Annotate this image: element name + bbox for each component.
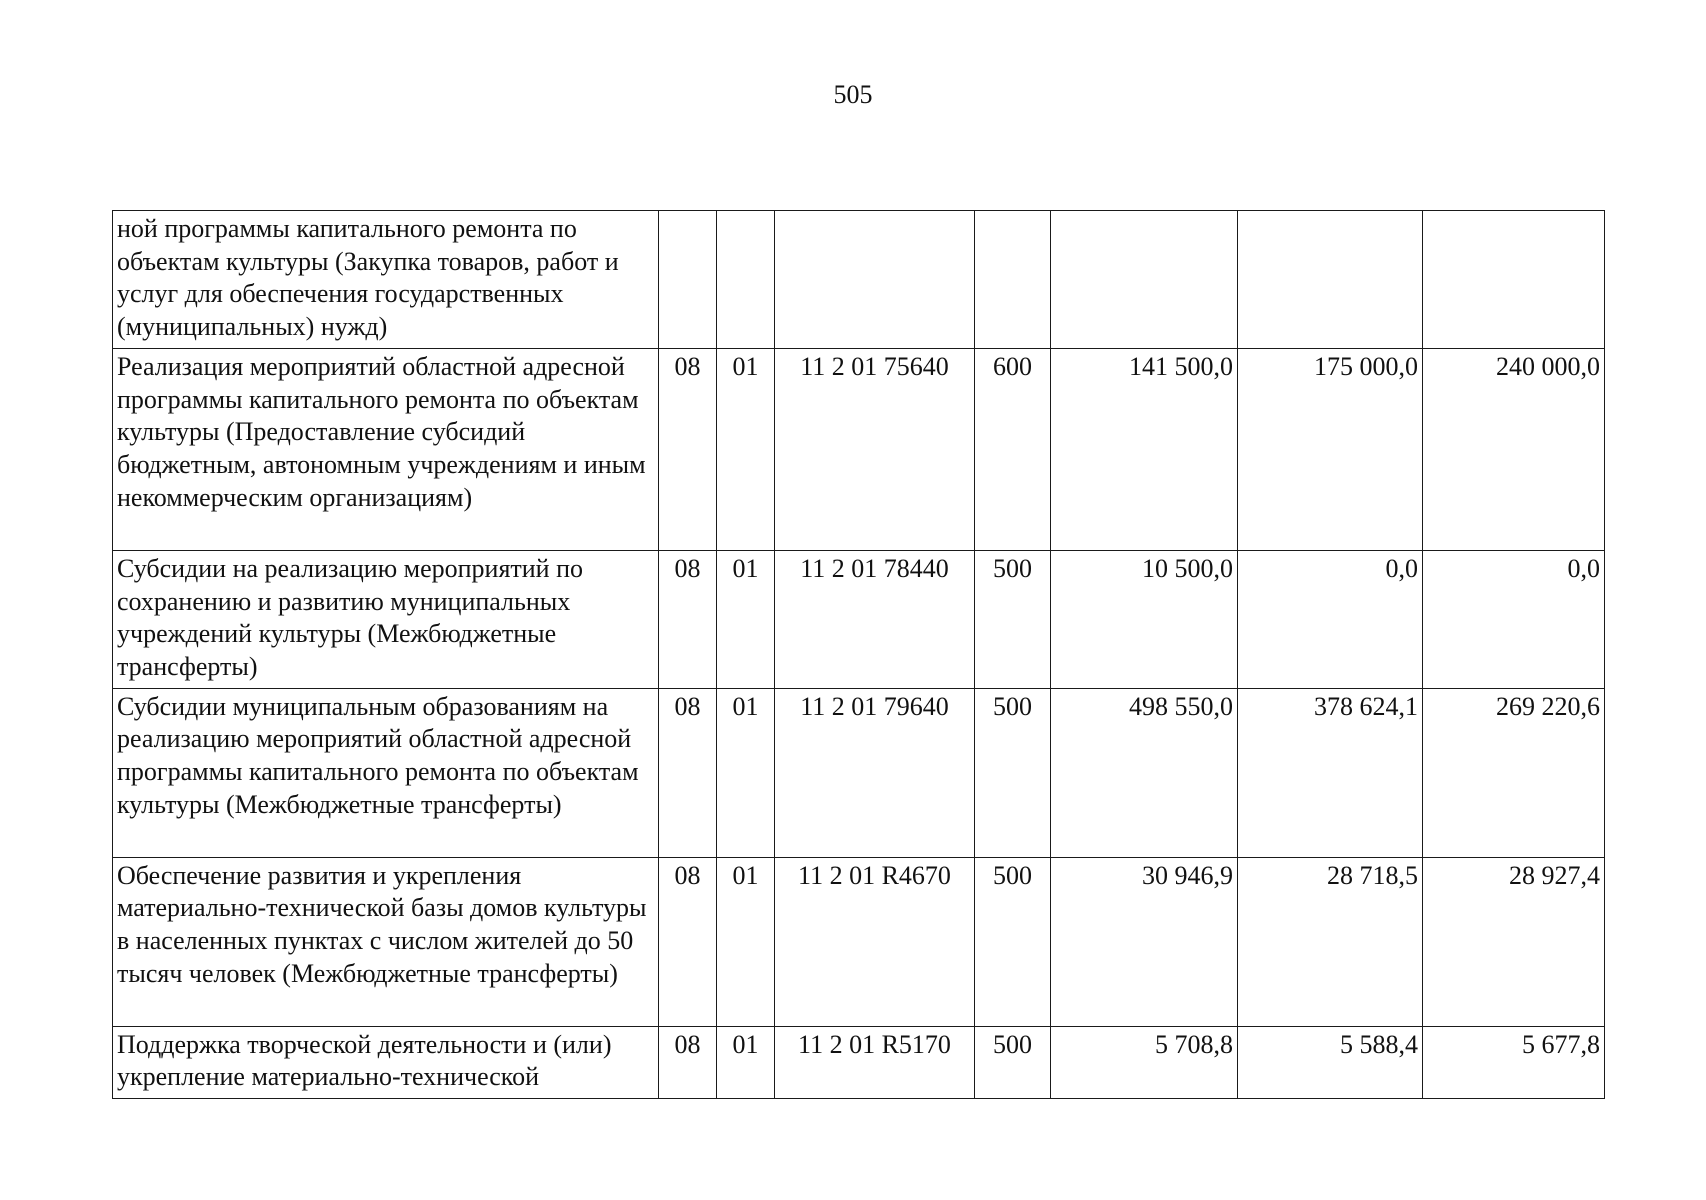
amount-year1-cell: 30 946,9 (1051, 857, 1238, 1026)
amount-year2-cell: 5 588,4 (1238, 1026, 1423, 1098)
amount-year3-cell (1423, 211, 1605, 349)
table-row (113, 857, 1605, 1026)
target-article-cell: 11 2 01 79640 (775, 688, 975, 857)
target-article-cell: 11 2 01 R4670 (775, 857, 975, 1026)
amount-year1-cell (1051, 211, 1238, 349)
expense-type-cell: 500 (975, 550, 1051, 688)
amount-year2-cell: 0,0 (1238, 550, 1423, 688)
page-number: 505 (833, 80, 873, 109)
subsection-code-cell: 01 (717, 857, 775, 1026)
amount-year2-cell: 378 624,1 (1238, 688, 1423, 857)
section-code-cell: 08 (659, 550, 717, 688)
section-code-cell: 08 (659, 348, 717, 550)
amount-year3-cell: 240 000,0 (1423, 348, 1605, 550)
amount-year1-cell: 498 550,0 (1051, 688, 1238, 857)
amount-year3-cell: 28 927,4 (1423, 857, 1605, 1026)
table-row (113, 1026, 1605, 1098)
subsection-code-cell: 01 (717, 348, 775, 550)
section-code-cell: 08 (659, 857, 717, 1026)
table-row (113, 211, 1605, 349)
row-name-cell: ной программы капитального ремонта по объектам культуры (Закупка товаров, работ и услуг для обеспечения государственных (муниципальных) нужд) (113, 211, 659, 349)
target-article-cell: 11 2 01 78440 (775, 550, 975, 688)
amount-year1-cell: 5 708,8 (1051, 1026, 1238, 1098)
expense-type-cell: 500 (975, 1026, 1051, 1098)
target-article-cell (775, 211, 975, 349)
table-row (113, 688, 1605, 857)
subsection-code-cell: 01 (717, 550, 775, 688)
amount-year2-cell: 175 000,0 (1238, 348, 1423, 550)
row-name-cell: Субсидии на реализацию мероприятий по сохранению и развитию муниципальных учреждений культуры (Межбюджетные трансферты) (113, 550, 659, 688)
target-article-cell: 11 2 01 75640 (775, 348, 975, 550)
amount-year2-cell: 28 718,5 (1238, 857, 1423, 1026)
subsection-code-cell: 01 (717, 688, 775, 857)
amount-year1-cell: 141 500,0 (1051, 348, 1238, 550)
amount-year2-cell (1238, 211, 1423, 349)
row-name-cell: Реализация мероприятий областной адресной программы капитального ремонта по объектам культуры (Предоставление субсидий бюджетным, автономным учреждениям и иным некоммерческим организациям) (113, 348, 659, 550)
row-name-cell: Поддержка творческой деятельности и (или) укрепление материально-технической (113, 1026, 659, 1098)
target-article-cell: 11 2 01 R5170 (775, 1026, 975, 1098)
section-code-cell (659, 211, 717, 349)
subsection-code-cell (717, 211, 775, 349)
expense-type-cell: 500 (975, 688, 1051, 857)
table-row (113, 550, 1605, 688)
table-row (113, 348, 1605, 550)
amount-year1-cell: 10 500,0 (1051, 550, 1238, 688)
expense-type-cell: 600 (975, 348, 1051, 550)
amount-year3-cell: 5 677,8 (1423, 1026, 1605, 1098)
section-code-cell: 08 (659, 688, 717, 857)
section-code-cell: 08 (659, 1026, 717, 1098)
expense-type-cell (975, 211, 1051, 349)
row-name-cell: Субсидии муниципальным образованиям на реализацию мероприятий областной адресной программы капитального ремонта по объектам культуры (Межбюджетные трансферты) (113, 688, 659, 857)
budget-table (112, 210, 1605, 1099)
subsection-code-cell: 01 (717, 1026, 775, 1098)
amount-year3-cell: 269 220,6 (1423, 688, 1605, 857)
amount-year3-cell: 0,0 (1423, 550, 1605, 688)
expense-type-cell: 500 (975, 857, 1051, 1026)
row-name-cell: Обеспечение развития и укрепления материально-технической базы домов культуры в населенных пунктах с числом жителей до 50 тысяч человек (Межбюджетные трансферты) (113, 857, 659, 1026)
